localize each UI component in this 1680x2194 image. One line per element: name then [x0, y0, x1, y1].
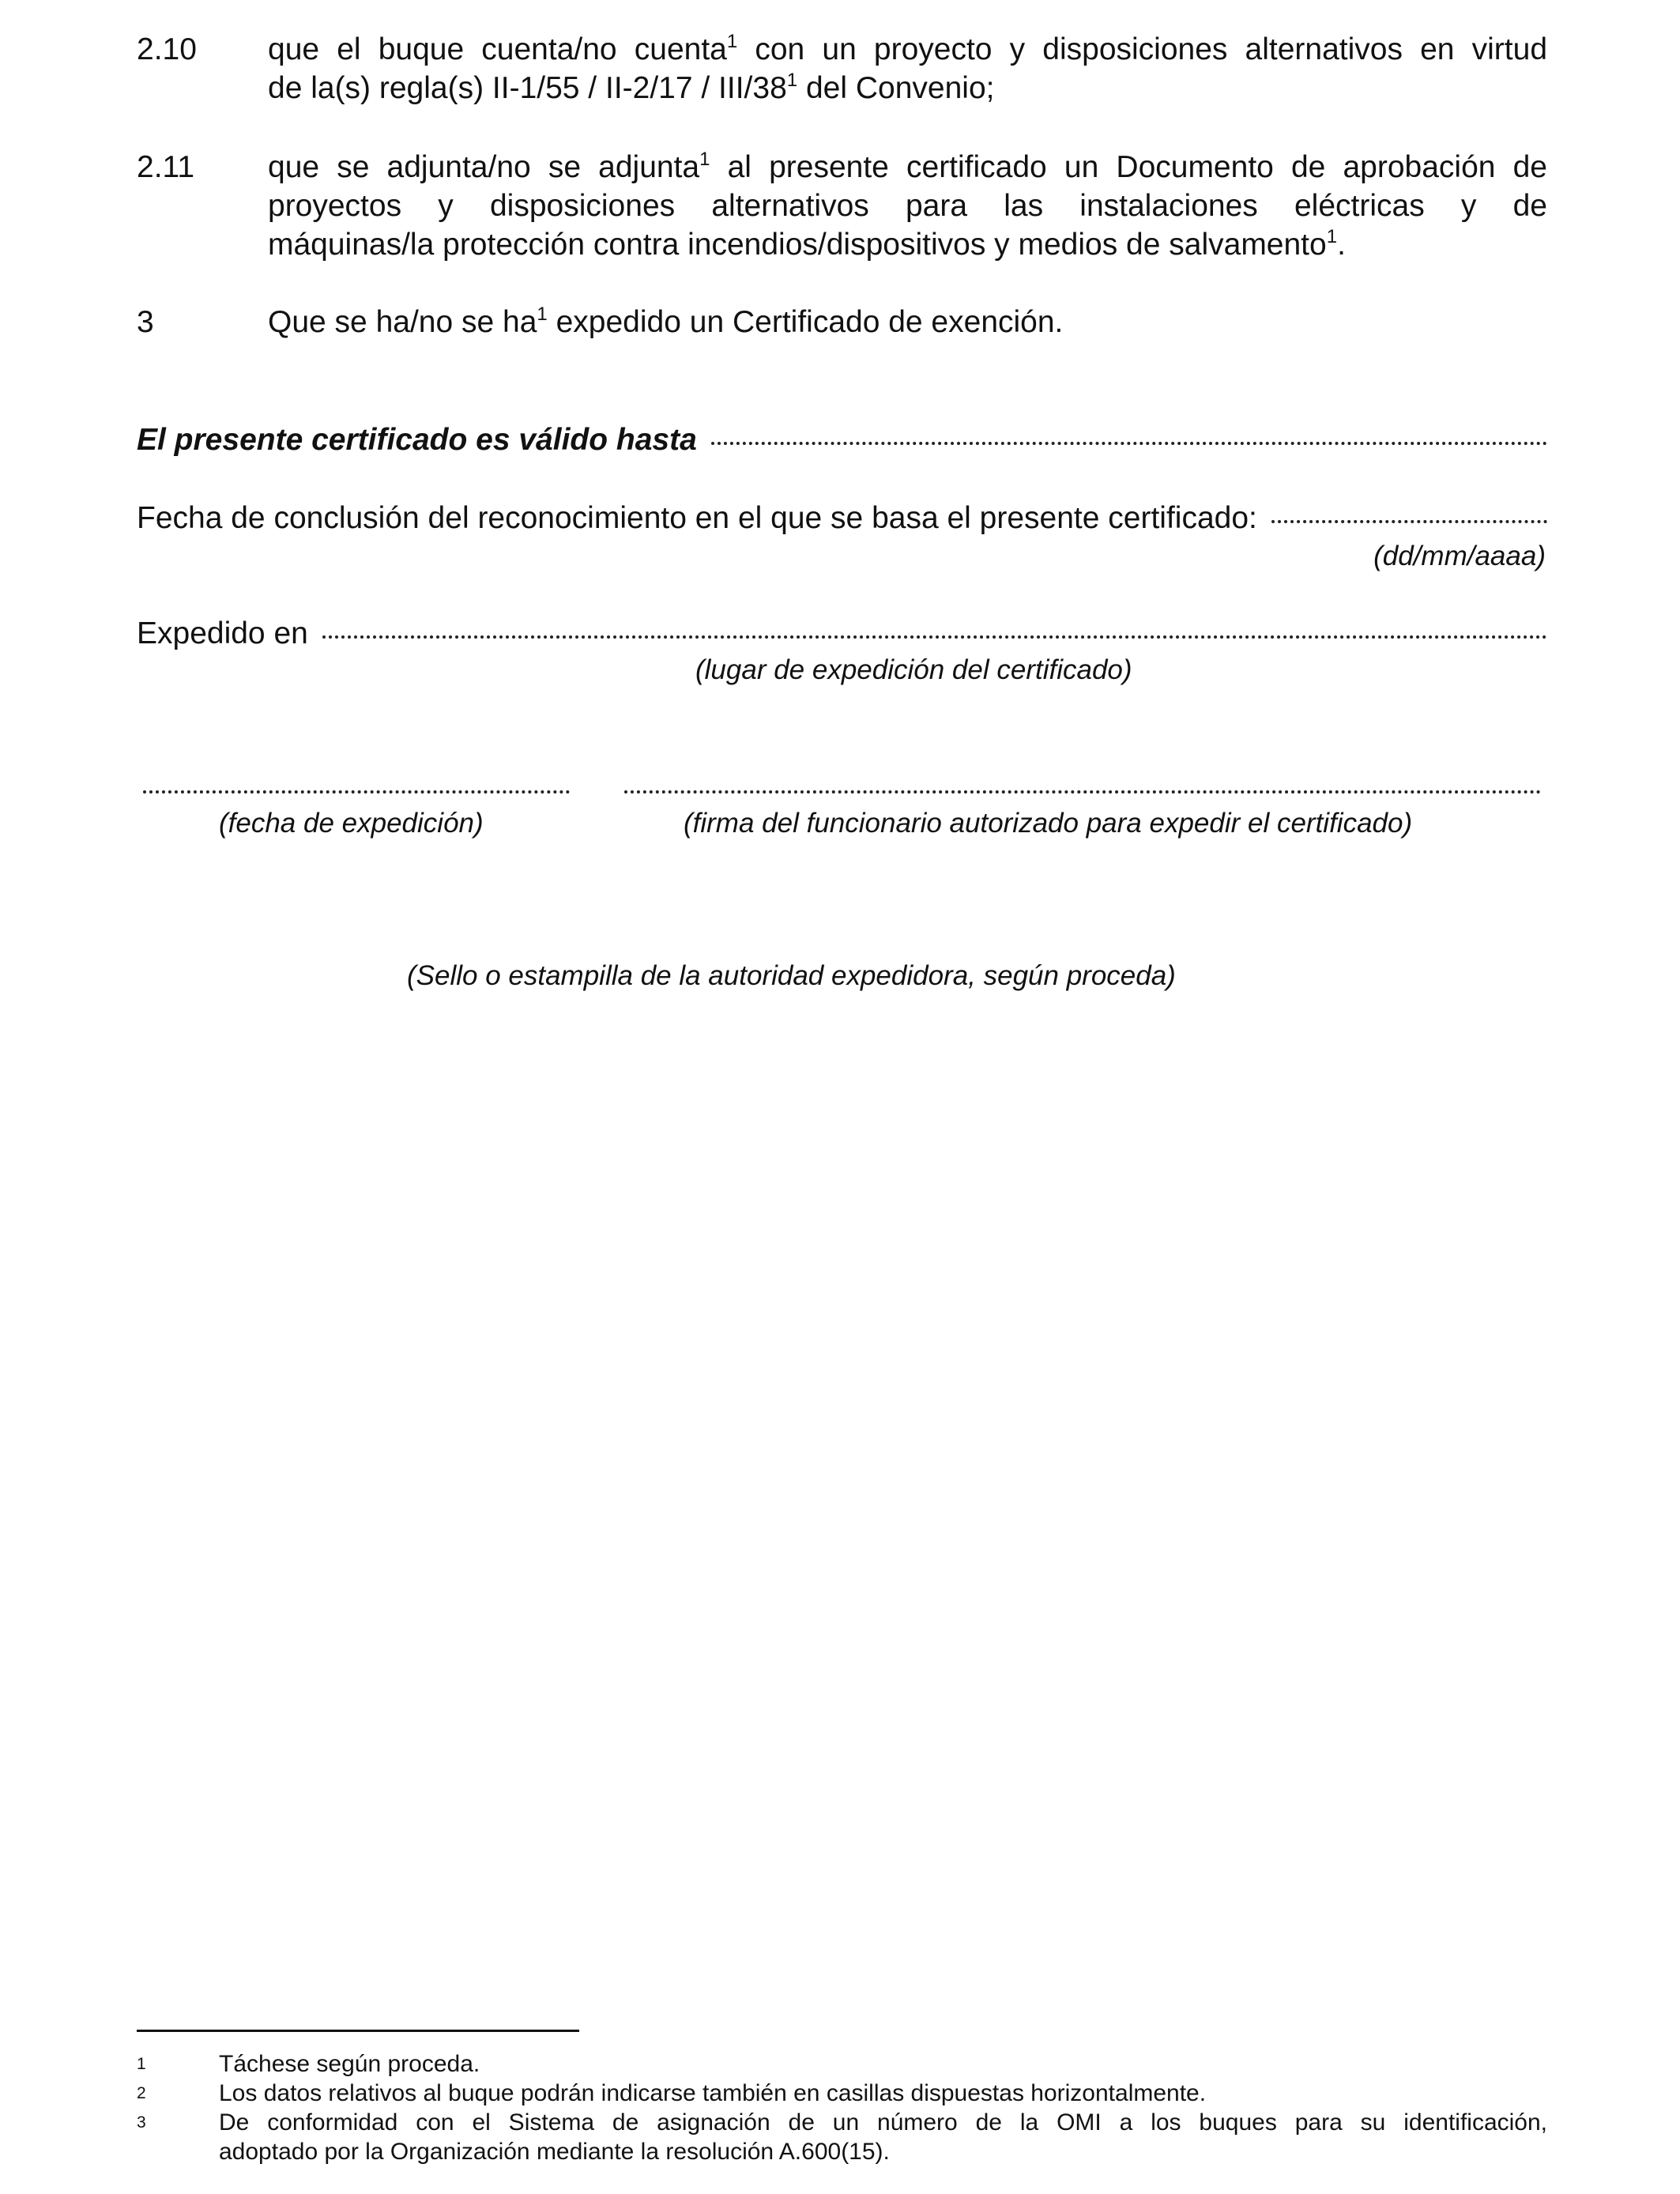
clause-number: 2.11 [137, 150, 195, 184]
signature-field[interactable] [624, 790, 1541, 794]
clause-line: que el buque cuenta/no cuenta$^1$ con un proyecto y disposiciones alternativos en virtud [268, 31, 1548, 66]
footnote-number: 1 [137, 2055, 146, 2073]
survey-date-field[interactable] [1271, 520, 1547, 523]
date-format-hint: (dd/mm/aaaa) [1373, 541, 1546, 571]
issued-at-label: Expedido en [137, 616, 308, 650]
issue-date-hint: (fecha de expedición) [219, 808, 484, 839]
issued-at-hint: (lugar de expedición del certificado) [695, 654, 1132, 685]
validity-row [137, 423, 1547, 458]
footnote-text: Táchese según proceda. [219, 2051, 480, 2077]
clause-text [268, 30, 1547, 107]
clause-line: de la(s) regla(s) II-1/55 / II-2/17 / III/$38^1$ del Convenio; [268, 70, 995, 105]
footnote-line: adoptado por la Organización mediante la resolución A.600(15). [219, 2139, 890, 2165]
footnote-ref: 1 [537, 303, 548, 325]
signature-hint: (firma del funcionario autorizado para expedir el certificado) [684, 808, 1413, 839]
clause-number: 3 [137, 305, 154, 339]
clause-number: 2.10 [137, 32, 197, 66]
footnote-text: Los datos relativos al buque podrán indicarse también en casillas dispuestas horizontalmente. [219, 2080, 1207, 2106]
issue-date-field[interactable] [143, 790, 570, 794]
clause-line: que se adjunta/no se adjunta$^1$ al presente certificado un Documento de aprobación de [268, 149, 1547, 184]
footnote-line: De conformidad con el Sistema de asignación de un número de la OMI a los buques para su identificación, [219, 2109, 1547, 2136]
footnote-ref: 1 [786, 70, 798, 91]
footnote-number: 3 [137, 2113, 146, 2132]
survey-date-row [137, 501, 1547, 536]
validity-date-field[interactable] [711, 442, 1547, 445]
footnote-ref: 1 [699, 149, 710, 170]
survey-date-label: Fecha de conclusión del reconocimiento en el que se basa el presente certificado: [137, 501, 1257, 535]
footnote-separator [137, 2030, 579, 2032]
clause-line: Que se ha/no se $ha^1$ expedido un Certificado de exención. [268, 303, 1064, 339]
footnote-text [219, 2108, 1547, 2166]
footnote-ref: 1 [1326, 226, 1338, 247]
footnote-number: 2 [137, 2084, 146, 2102]
clause-text [268, 148, 1547, 264]
clause-line: proyectos y disposiciones alternativos para las instalaciones eléctricas y de [268, 189, 1547, 223]
footnote-ref: 1 [726, 31, 738, 52]
seal-note: (Sello o estampilla de la autoridad expedidora, según proceda) [407, 960, 1176, 991]
issued-at-field[interactable] [322, 635, 1547, 639]
clause-line: máquinas/la protección contra incendios/dispositivos y medios de salvamento$^1$. [268, 226, 1346, 262]
issued-at-row [137, 616, 1547, 651]
validity-label: El presente certificado es válido hasta [137, 423, 697, 457]
clause-text [268, 303, 1547, 341]
